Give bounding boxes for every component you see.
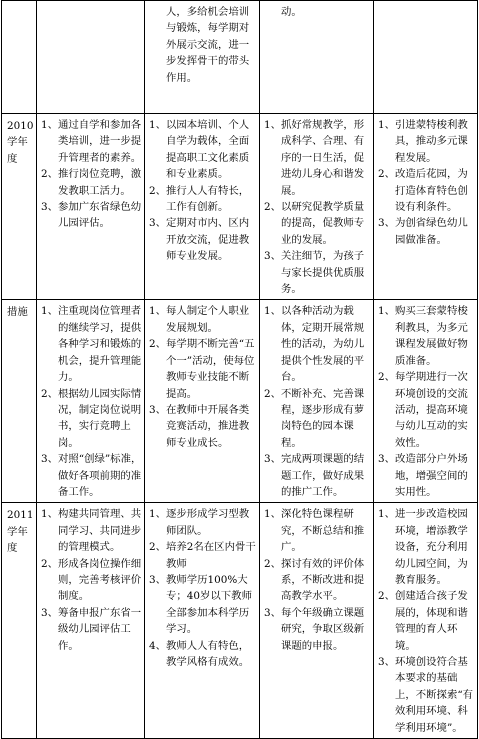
item-text: 对照“创绿”标准，做好各项前期的准备工作。: [58, 453, 142, 498]
item-number: 1、: [264, 508, 282, 521]
item-number: 1、: [378, 508, 396, 521]
item-text: 关注细节，为孩子与家长提供优质服务。: [281, 250, 365, 296]
list-item: [41, 556, 142, 605]
item-text: 进一步改造校园环境，增添教学设备，充分利用幼儿园空间，为教育服务。: [395, 508, 468, 586]
row-label: 2011学年度: [2, 503, 37, 739]
item-number: 2、: [264, 201, 282, 214]
item-number: 2、: [149, 541, 167, 554]
item-number: 1、: [378, 119, 396, 131]
list-item: [149, 638, 257, 671]
list-item: [41, 451, 142, 500]
item-text: 形成各岗位操作细则，完善考核评价制度。: [58, 557, 142, 603]
item-text: 改造部分户外场地，增强空间的实用性。: [395, 453, 468, 498]
row-label: 措施: [2, 300, 37, 503]
item-text: 不断补充、完善课程，逐步形成有萝岗特色的园本课程。: [281, 387, 365, 449]
list-item: [378, 506, 475, 588]
list-item: [378, 303, 475, 369]
item-text: 为创省绿色幼儿园做准备。: [395, 217, 468, 246]
item-text: 改造后花园，为打造体育特色创设有利条件。: [395, 168, 468, 214]
table-cell: [374, 114, 478, 300]
list-item: [378, 117, 475, 166]
item-number: 3、: [41, 606, 59, 619]
table-cell: [145, 114, 260, 300]
item-text: 筹备申报广东省一级幼儿园评估工作。: [58, 606, 142, 652]
item-number: 1、: [378, 305, 396, 318]
table-row: [2, 114, 478, 300]
item-number: 1、: [149, 508, 167, 521]
list-item: [264, 248, 371, 297]
item-number: 3、: [41, 453, 59, 466]
item-number: 1、: [41, 305, 59, 318]
table-cell: [145, 1, 260, 114]
item-number: 3、: [41, 201, 59, 214]
table-row: [2, 1, 478, 114]
item-text: 完成两项课题的结题工作，做好成果的推广工作。: [281, 453, 365, 498]
item-number: 3、: [378, 217, 396, 230]
list-item: [264, 506, 371, 555]
item-text: 推行人人有特长，工作有创新。: [166, 184, 250, 214]
item-text: 注重现岗位管理者的继续学习，提供各种学习和锻炼的机会，提升管理能力。: [58, 305, 142, 384]
item-text: 动。: [281, 6, 302, 18]
item-text: 培养2名在区内骨干教师: [166, 541, 256, 570]
list-item: [264, 451, 371, 500]
table-cell: [37, 1, 145, 114]
table-cell: [374, 300, 478, 503]
list-item: [41, 117, 142, 166]
table-cell: [37, 503, 145, 739]
item-text: 创建适合孩子发展的，体现和谐管理的育人环境。: [395, 590, 468, 652]
list-item: [378, 451, 475, 500]
list-item: [41, 199, 142, 232]
item-number: 1、: [149, 305, 167, 318]
item-number: 2、: [378, 371, 396, 384]
item-text: 根据幼儿园实际情况，制定岗位说明书，实行竞聘上岗。: [58, 387, 142, 449]
item-number: 1、: [41, 508, 59, 521]
table-row: [2, 300, 478, 503]
list-item: [41, 605, 142, 654]
item-text: 以园本培训、个人自学为载体，全面提高职工文化素质和专业素质。: [166, 119, 250, 181]
item-text: 每学期进行一次环境创设的交流活动，提高环境与幼儿互动的实效性。: [395, 371, 468, 449]
list-item: [378, 588, 475, 654]
item-text: 人，多给机会培训与锻炼，每学期对外展示交流，进一步发挥骨干的带头作用。: [166, 6, 250, 84]
item-text: 每个年级确立课题研究，争取区级新课题的申报。: [281, 606, 365, 652]
list-item: [378, 369, 475, 451]
item-number: 3、: [264, 250, 282, 263]
item-number: 4、: [149, 639, 167, 652]
item-text: 购买三套蒙特梭利教具，为多元课程发展做好物质准备。: [395, 305, 468, 367]
item-number: 2、: [264, 557, 282, 570]
item-text: 构建共同管理、共同学习、共同进步的管理模式。: [58, 508, 142, 554]
item-number: 2、: [378, 168, 396, 181]
item-text: 每学期不断完善“五个一”活动，使每位教师专业技能不断提高。: [166, 338, 255, 400]
list-item: [149, 336, 257, 402]
list-item: [264, 117, 371, 199]
item-text: 抓好常规教学，形成科学、合理、有序的一日生活，促进幼儿身心和谐发展。: [281, 119, 365, 197]
item-text: 通过自学和参加各类培训，进一步提升管理者的素养。: [58, 119, 142, 164]
list-item: [149, 215, 257, 264]
item-number: 3、: [378, 656, 396, 668]
item-number: 1、: [149, 119, 167, 131]
table-cell: [260, 1, 374, 114]
list-item: [149, 4, 257, 86]
list-item: [149, 539, 257, 572]
item-number: 2、: [41, 557, 59, 570]
list-item: [264, 386, 371, 452]
item-text: 逐步形成学习型教师团队。: [166, 508, 250, 537]
item-text: 在教师中开展各类竞赛活动，推进教师专业成长。: [166, 403, 250, 449]
list-item: [41, 506, 142, 555]
list-item: [149, 117, 257, 183]
table-cell: [260, 300, 374, 503]
item-number: 3、: [264, 606, 282, 619]
table-cell: [145, 503, 260, 739]
item-text: 教师人人有特色，教学风格有成效。: [166, 639, 250, 668]
item-number: 2、: [41, 168, 59, 181]
list-item: [378, 215, 475, 248]
table-cell: [145, 300, 260, 503]
list-item: [149, 183, 257, 216]
table-cell: [374, 1, 478, 114]
list-item: [264, 303, 371, 385]
row-label: [2, 1, 37, 114]
item-text: 参加广东省绿色幼儿园评估。: [58, 201, 142, 230]
row-label: 2010学年度: [2, 114, 37, 300]
list-item: [149, 572, 257, 638]
item-text: 教师学历100%大专；40岁以下教师全部参加本科学历学习。: [166, 573, 252, 636]
item-text: 推行岗位竞聘，激发教职工活力。: [58, 168, 142, 197]
item-text: 引进蒙特梭利教具，推动多元课程发展。: [395, 119, 468, 164]
item-number: 3、: [264, 453, 282, 466]
item-number: 2、: [264, 387, 282, 400]
table-cell: [37, 114, 145, 300]
list-item: [378, 654, 475, 736]
table-row: [2, 503, 478, 739]
item-number: 3、: [149, 403, 167, 416]
list-item: [41, 386, 142, 452]
item-text: 探讨有效的评价体系，不断改进和提高教学水平。: [281, 557, 365, 603]
item-text: 以研究促教学质量的提高，促教师专业的发展。: [281, 201, 365, 246]
list-item: [41, 303, 142, 385]
item-text: 深化特色课程研究，不断总结和推广。: [281, 508, 365, 554]
item-number: 2、: [41, 387, 59, 400]
list-item: [41, 166, 142, 199]
list-item: [264, 199, 371, 248]
table-cell: [260, 503, 374, 739]
item-number: 1、: [41, 119, 59, 131]
list-item: [378, 166, 475, 215]
table-cell: [37, 300, 145, 503]
item-number: 2、: [378, 590, 396, 603]
list-item: [264, 556, 371, 605]
item-number: 2、: [149, 338, 167, 351]
plan-table: [1, 0, 478, 739]
item-text: 环境创设符合基本要求的基础上，不断探索“有效利用环境、科学利用环境”。: [395, 656, 474, 734]
item-number: 2、: [149, 184, 167, 197]
item-text: 以各种活动为载体，定期开展常规性的活动，为幼儿提供个性发展的平台。: [281, 305, 365, 384]
list-item: [264, 605, 371, 654]
item-number: 3、: [378, 453, 396, 466]
list-item: [149, 506, 257, 539]
item-number: 3、: [149, 217, 167, 230]
table-cell: [260, 114, 374, 300]
item-number: 3、: [149, 573, 167, 586]
item-text: 每人制定个人职业发展规划。: [166, 305, 250, 334]
list-item: [149, 402, 257, 451]
item-number: 1、: [264, 119, 282, 131]
table-cell: [374, 503, 478, 739]
list-item: [149, 303, 257, 336]
list-item: [264, 4, 371, 20]
item-text: 定期对市内、区内开放交流，促进教师专业发展。: [166, 217, 250, 263]
item-number: 1、: [264, 305, 282, 318]
